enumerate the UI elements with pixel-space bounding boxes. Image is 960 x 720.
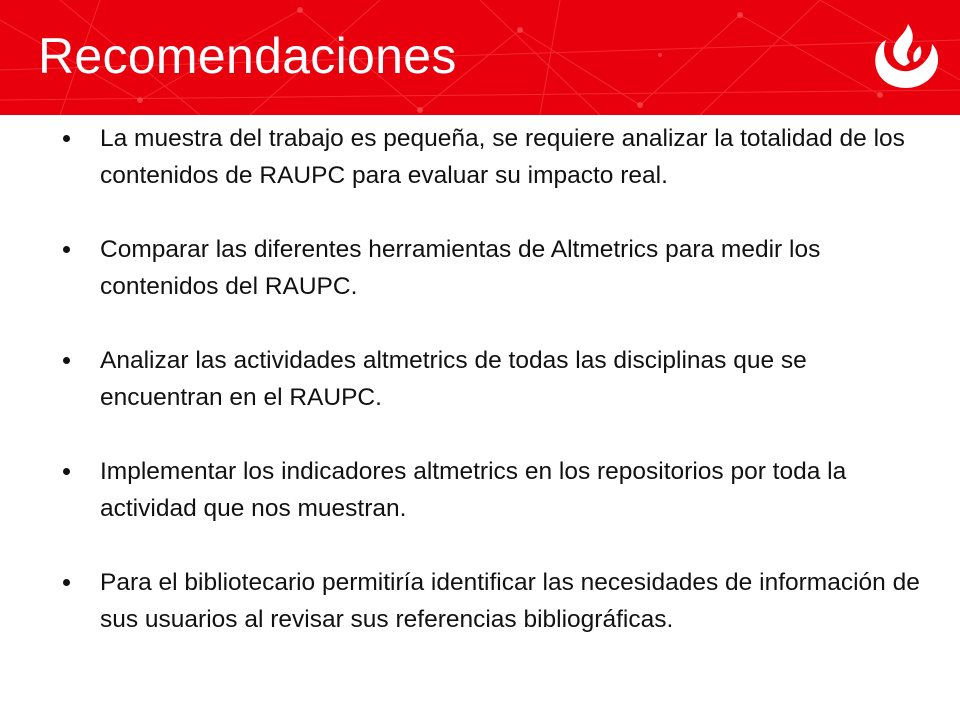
slide-title: Recomendaciones [38,28,457,84]
list-item-text: Implementar los indicadores altmetrics en los repositorios por toda la actividad que nos muestran. [100,458,847,522]
list-item-text: Comparar las diferentes herramientas de Altmetrics para medir los contenidos del RAUPC. [100,236,821,300]
list-item-text: Analizar las actividades altmetrics de todas las disciplinas que se encuentran en el RAUPC. [100,347,807,411]
bullet-icon [63,246,70,253]
list-item-text: Para el bibliotecario permitiría identificar las necesidades de información de sus usuarios al revisar sus referencias bibliográficas. [100,569,920,633]
recommendations-list [60,120,920,638]
bullet-icon [63,135,70,142]
list-item [60,231,920,305]
list-item [60,120,920,194]
list-item-text: La muestra del trabajo es pequeña, se requiere analizar la totalidad de los contenidos de RAUPC para evaluar su impacto real. [100,125,905,189]
upc-flame-logo-icon [866,16,946,96]
slide-header [0,0,960,115]
list-item [60,453,920,527]
list-item [60,342,920,416]
bullet-icon [63,579,70,586]
bullet-icon [63,468,70,475]
list-item [60,564,920,638]
bullet-icon [63,357,70,364]
